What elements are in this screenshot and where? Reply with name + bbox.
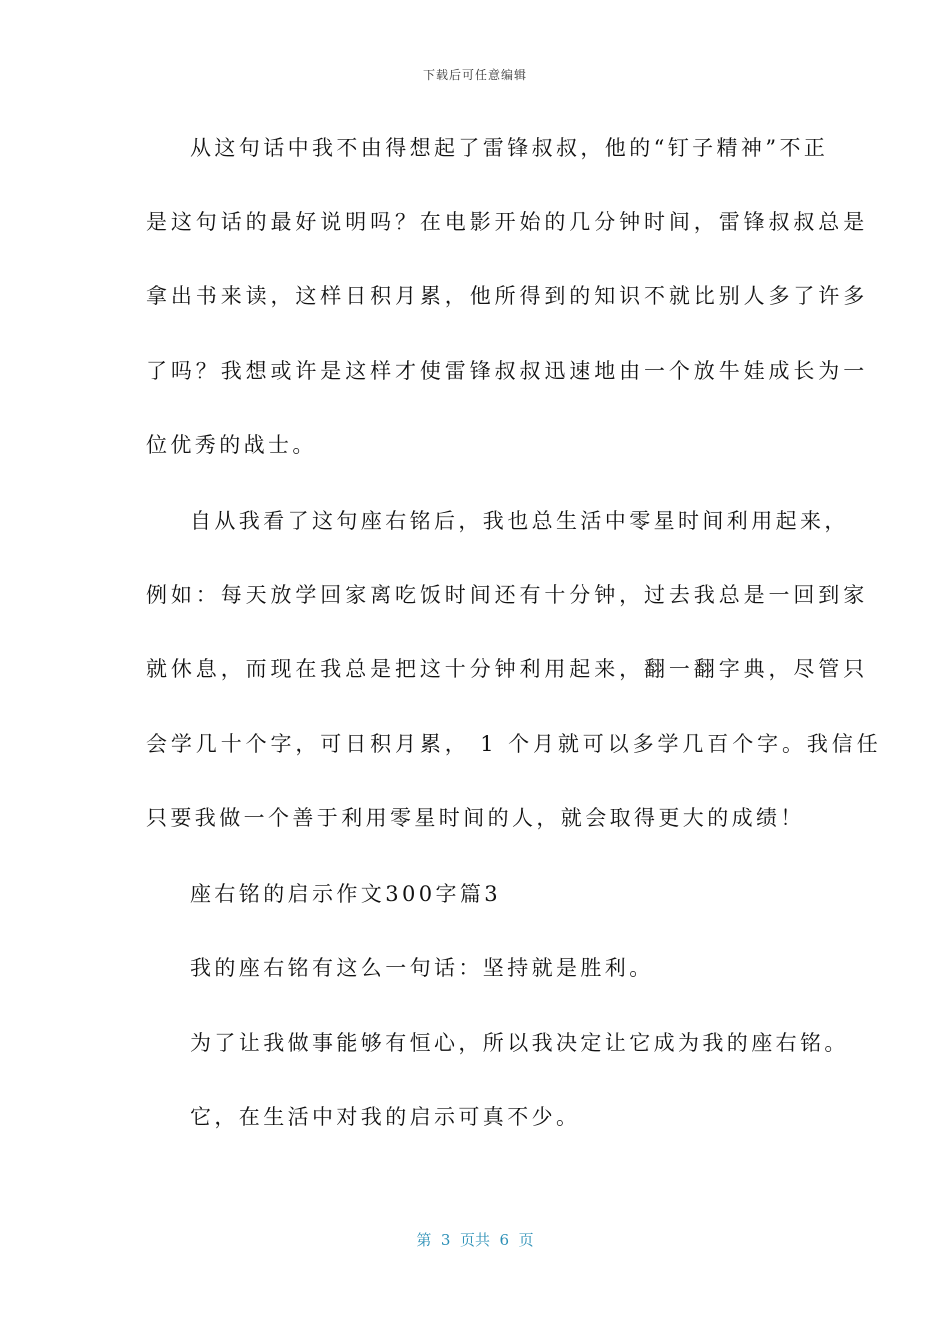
paragraph-line: 位优秀的战士。 xyxy=(146,433,317,457)
section-heading: 座右铭的启示作文300字篇3 xyxy=(190,882,502,906)
paragraph-line: 从这句话中我不由得想起了雷锋叔叔，他的“钉子精神”不正 xyxy=(190,136,829,160)
paragraph-line: 是这句话的最好说明吗？在电影开始的几分钟时间，雷锋叔叔总是 xyxy=(146,210,869,234)
paragraph-line: 例如：每天放学回家离吃饭时间还有十分钟，过去我总是一回到家 xyxy=(146,583,869,607)
paragraph-line: 会学几十个字，可日积月累， 1 个月就可以多学几百个字。我信任 xyxy=(146,732,882,756)
paragraph-line: 拿出书来读，这样日积月累，他所得到的知识不就比别人多了许多 xyxy=(146,284,869,308)
paragraph-line: 了吗？我想或许是这样才使雷锋叔叔迅速地由一个放牛娃成长为一 xyxy=(146,359,869,383)
paragraph-line: 为了让我做事能够有恒心，所以我决定让它成为我的座右铭。 xyxy=(190,1031,849,1055)
paragraph-line: 自从我看了这句座右铭后，我也总生活中零星时间利用起来， xyxy=(190,509,849,533)
page-footer: 第 3 页共 6 页 xyxy=(416,1231,534,1249)
paragraph-line: 就休息，而现在我总是把这十分钟利用起来，翻一翻字典，尽管只 xyxy=(146,657,869,681)
paragraph-line: 只要我做一个善于利用零星时间的人，就会取得更大的成绩！ xyxy=(146,806,805,830)
paragraph-line: 我的座右铭有这么一句话：坚持就是胜利。 xyxy=(190,956,654,980)
page-header: 下载后可任意编辑 xyxy=(422,68,527,82)
paragraph-line: 它，在生活中对我的启示可真不少。 xyxy=(190,1105,581,1129)
